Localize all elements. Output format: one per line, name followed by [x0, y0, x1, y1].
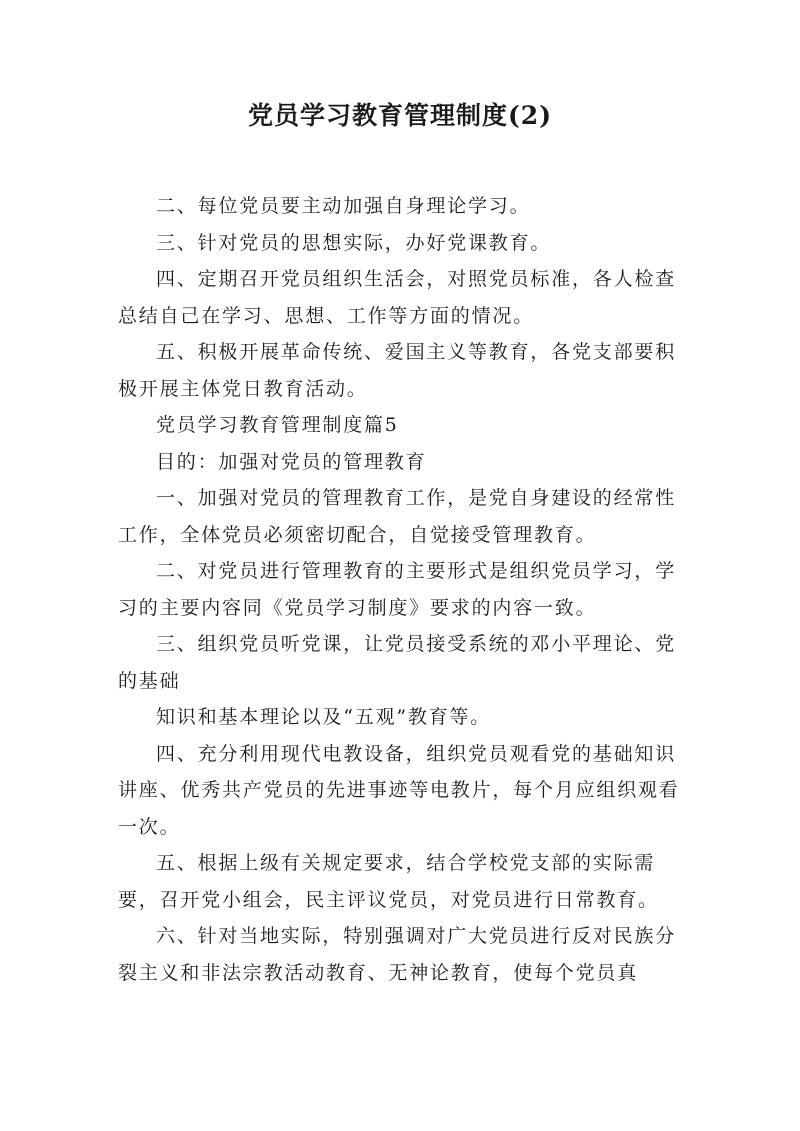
document-title: 党员学习教育管理制度(2) — [247, 101, 553, 130]
paragraph-3: 三、针对党员的思想实际，办好党课教育。 — [156, 231, 552, 254]
item-3: 三、组织党员听党课，让党员接受系统的邓小平理论、党的基础 — [118, 633, 677, 692]
item-1: 一、加强对党员的管理教育工作，是党自身建设的经常性工作，全体党员必须密切配合，自觉接受管理教育。 — [118, 487, 677, 546]
item-5: 五、根据上级有关规定要求，结合学校党支部的实际需要，召开党小组会，民主评议党员，对党员进行日常教育。 — [118, 852, 659, 911]
document-body — [118, 188, 688, 991]
item-6: 六、针对当地实际，特别强调对广大党员进行反对民族分裂主义和非法宗教活动教育、无神论教育，使每个党员真 — [118, 925, 677, 984]
item-2: 二、对党员进行管理教育的主要形式是组织党员学习，学习的主要内容同《党员学习制度》要求的内容一致。 — [118, 560, 677, 619]
paragraph-4: 四、定期召开党员组织生活会，对照党员标准，各人检查总结自己在学习、思想、工作等方面的情况。 — [118, 268, 677, 327]
paragraph-5: 五、积极开展革命传统、爱国主义等教育，各党支部要积极开展主体党日教育活动。 — [118, 341, 677, 400]
section-heading: 党员学习教育管理制度篇5 — [156, 414, 399, 436]
paragraph-2: 二、每位党员要主动加强自身理论学习。 — [156, 195, 531, 217]
item-4: 四、充分利用现代电教设备，组织党员观看党的基础知识讲座、优秀共产党员的先进事迹等电教片，每个月应组织观看一次。 — [118, 742, 680, 838]
item-3-continued: 知识和基本理论以及“五观”教育等。 — [156, 706, 492, 728]
purpose-line: 目的：加强对党员的管理教育 — [156, 450, 427, 473]
